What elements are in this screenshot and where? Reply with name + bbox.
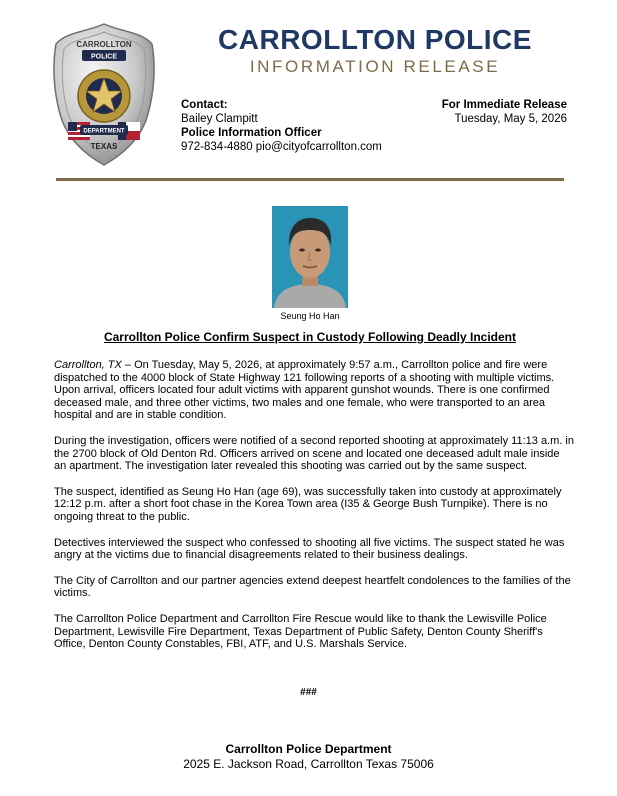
paragraph-3: The suspect, identified as Seung Ho Han (age 69), was successfully taken into custody at approximately 12:12 p.m. after a short foot chase in the Korea Town area (I35 & George Bush Turnpike). There is no ongoing threat to the public.: [54, 485, 562, 523]
badge-ribbon-bottom: DEPARTMENT: [83, 128, 125, 135]
release-date: Tuesday, May 5, 2026: [454, 113, 567, 125]
suspect-photo: [272, 206, 348, 308]
badge-ribbon-top: POLICE: [90, 53, 118, 61]
paragraph-2: During the investigation, officers were notified of a second reported shooting at approximately 11:13 a.m. in the 2700 block of Old Denton Rd. Officers arrived on scene and located one deceased adult male inside an apartment. The investigation later revealed this shooting was carried out by the same suspect.: [54, 434, 574, 473]
photo-caption: Seung Ho Han: [280, 311, 340, 321]
police-badge-logo: [52, 22, 156, 167]
contact-phone-email: 972-834-4880 pio@cityofcarrollton.com: [181, 141, 382, 153]
end-mark: ###: [300, 687, 317, 698]
header-divider: [56, 178, 564, 181]
footer: [0, 742, 617, 772]
article-body: [54, 359, 574, 664]
paragraph-6: The Carrollton Police Department and Carrollton Fire Rescue would like to thank the Lewisville Police Department, Lewisville Fire Department, Texas Department of Public Safety, Denton County Sheriff's Office, Denton County Constables, FBI, ATF, and U.S. Marshals Service.: [54, 612, 547, 651]
headline: Carrollton Police Confirm Suspect in Custody Following Deadly Incident: [103, 330, 517, 344]
release-block: [442, 98, 567, 126]
dateline: Carrollton, TX: [54, 359, 122, 371]
paragraph-5: The City of Carrollton and our partner agencies extend deepest heartfelt condolences to the families of the victims.: [54, 574, 571, 600]
paragraph-1: [54, 359, 574, 422]
badge-top-text: CARROLLTON: [76, 40, 132, 49]
footer-org: Carrollton Police Department: [225, 742, 392, 756]
page-title: CARROLLTON POLICE: [218, 24, 532, 55]
paragraph-4: Detectives interviewed the suspect who confessed to shooting all five victims. The suspect stated he was angry at the victims due to financial disagreements related to their business dealings.: [54, 536, 565, 562]
badge-bottom-text: TEXAS: [90, 142, 118, 151]
contact-block: [181, 98, 382, 154]
contact-role: Police Information Officer: [181, 127, 322, 139]
footer-address: 2025 E. Jackson Road, Carrollton Texas 75006: [183, 757, 434, 771]
contact-label: Contact:: [181, 99, 228, 111]
page-subtitle: INFORMATION RELEASE: [249, 57, 501, 76]
release-label: For Immediate Release: [441, 99, 567, 111]
paragraph-1-text: – On Tuesday, May 5, 2026, at approximately 9:57 a.m., Carrollton police and fire were dispatched to the 4000 block of State Highway 121 following reports of a shooting with multiple victims. Upon arrival, officers located four adult victims with apparent gunshot wounds. There is one confirmed deceased male, and three other victims, two males and one female, who were transported to an area hospital and are in stable condition.: [54, 359, 555, 422]
contact-name: Bailey Clampitt: [181, 113, 258, 125]
